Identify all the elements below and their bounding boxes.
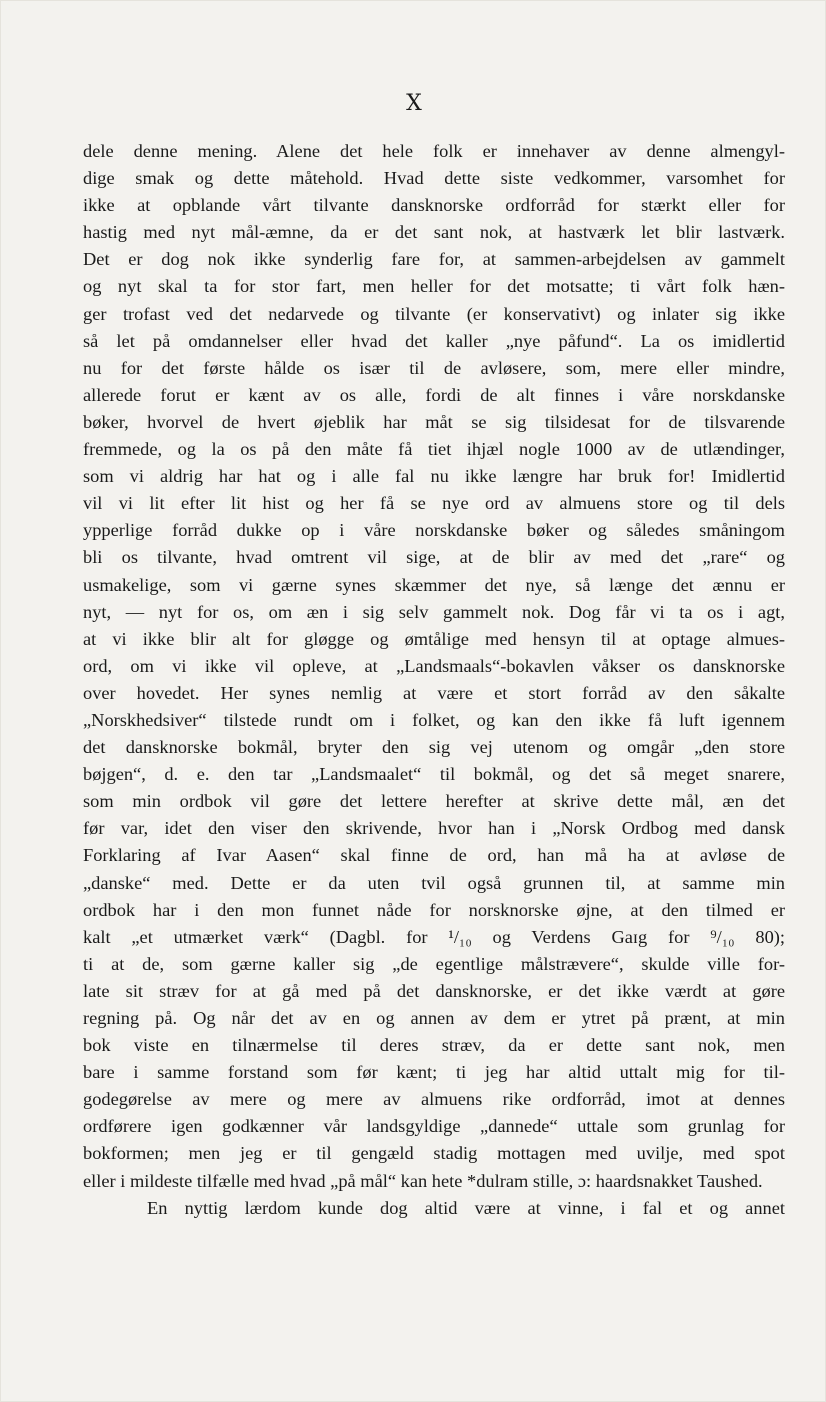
text-line: godegørelse av mere og mere av almuens rike ordforråd, imot at dennes [83, 1089, 785, 1110]
text-line: bli os tilvante, hvad omtrent vil sige, at de blir av med det „rare“ og [83, 547, 785, 568]
text-line: regning på. Og når det av en og annen av dem er ytret på prænt, at min [83, 1008, 785, 1028]
text-line: det dansknorske bokmål, bryter den sig vej utenom og omgår „den store [83, 737, 785, 758]
text-line: usmakelige, som vi gærne synes skæmmer det nye, så længe det ænnu er [83, 574, 785, 595]
text-line: ti at de, som gærne kaller sig „de egentlige målstræverе“, skulde ville for- [83, 953, 785, 974]
text-line: ord, om vi ikke vil opleve, at „Landsmaals“-bokavlen våkser os dansknorske [83, 655, 785, 676]
text-line: fremmede, og la os på den måte få tiet ihjæl nogle 1000 av de utlændinger, [83, 439, 785, 460]
text-line: som min ordbok vil gøre det lettere herefter at skrive dette mål, æn det [83, 791, 785, 812]
text-line: allerede forut er kænt av os alle, fordi de alt finnes i våre norskdanske [83, 384, 785, 405]
text-line: vil vi lit efter lit hist og her få se nye ord av almuens store og til dels [83, 493, 785, 514]
text-line: hastig med nyt mål-æmne, da er det sant nok, at hastværk let blir lastværk. [83, 222, 785, 243]
text-line: ypperlige forråd dukke op i våre norskdanske bøker og således småningom [83, 520, 785, 541]
text-line: ordbok har i den mon funnet nåde for norsknorske øjne, at den tilmed er [83, 899, 785, 920]
text-line: ikke at opblande vårt tilvante dansknorske ordforråd for stærkt eller for [83, 195, 785, 216]
text-line: nyt, — nyt for os, om æn i sig selv gammelt nok. Dog får vi ta os i agt, [83, 601, 785, 622]
text-line: at vi ikke blir alt for gløgge og ømtålige med hensyn til at optage almues- [83, 628, 785, 649]
text-line: over hovedet. Her synes nemlig at være et stort forråd av den såkalte [83, 682, 785, 703]
text-line: ger trofast ved det nedarvede og tilvante (er konservativt) og inlater sig ikke [83, 303, 785, 324]
body-text [83, 138, 785, 1222]
text-line: bok viste en tilnærmelse til deres stræv, da er dette sant nok, men [83, 1035, 785, 1056]
text-line: ordførere igen godkænner vår landsgyldige „dannede“ uttale som grunlag for [83, 1116, 785, 1137]
text-line: „danske“ med. Dette er da uten tvil også grunnen til, at samme min [83, 872, 785, 893]
text-line: bøjgen“, d. e. den tar „Landsmaalet“ til bokmål, og det så meget snarere, [83, 764, 785, 785]
text-line: kalt „et utmærket værk“ (Dagbl. for ¹/₁₀ og Verdens Gaɪg for ⁹/₁₀ 80); [83, 926, 785, 947]
text-line: dige smak og dette måtehold. Hvad dette siste vedkommer, varsomhet for [83, 168, 785, 189]
text-line: bare i samme forstand som før kænt; ti jeg har altid uttalt mig for til- [83, 1062, 785, 1083]
text-line: bøker, hvorvel de hvert øjeblik har måt se sig tilsidesat for de tilsvarende [83, 411, 785, 432]
text-line: eller i mildeste tilfælle med hvad „på mål“ kan hete *dulram stille, ɔ: haardsnakket Taushed. [83, 1170, 763, 1191]
text-line: late sit stræv for at gå med på det dansknorske, er det ikke værdt at gøre [83, 980, 785, 1001]
text-line: før var, idet den viser den skrivende, hvor han i „Norsk Ordbog med dansk [83, 818, 785, 839]
text-line: dele denne mening. Alene det hele folk er innehaver av denne almengyl- [83, 141, 785, 161]
text-line: nu for det første hålde os især til de avløsere, som, mere eller mindre, [83, 357, 785, 378]
text-line: og nyt skal ta for stor fart, men heller for det motsatte; ti vårt folk hæn- [83, 276, 785, 297]
text-line: bokformen; men jeg er til gengæld stadig mottagen med uvilje, med spot [83, 1143, 785, 1164]
text-line: Det er dog nok ikke synderlig fare for, at sammen-arbejdelsen av gammelt [83, 249, 785, 270]
text-line: Forklaring af Ivar Aasen“ skal finne de ord, han må ha at avløse de [83, 845, 785, 866]
text-line: så let på omdannelser eller hvad det kaller „nye påfund“. La os imidlertid [83, 330, 785, 351]
text-line: En nyttig lærdom kunde dog altid være at vinne, i fal et og annet [147, 1197, 785, 1218]
text-line: „Norskhedsiver“ tilstede rundt om i folket, og kan den ikke få luft igennem [83, 709, 785, 730]
page-number: X [406, 91, 422, 116]
text-line: som vi aldrig har hat og i alle fal nu ikke længre har bruk for! Imidlertid [83, 466, 785, 487]
